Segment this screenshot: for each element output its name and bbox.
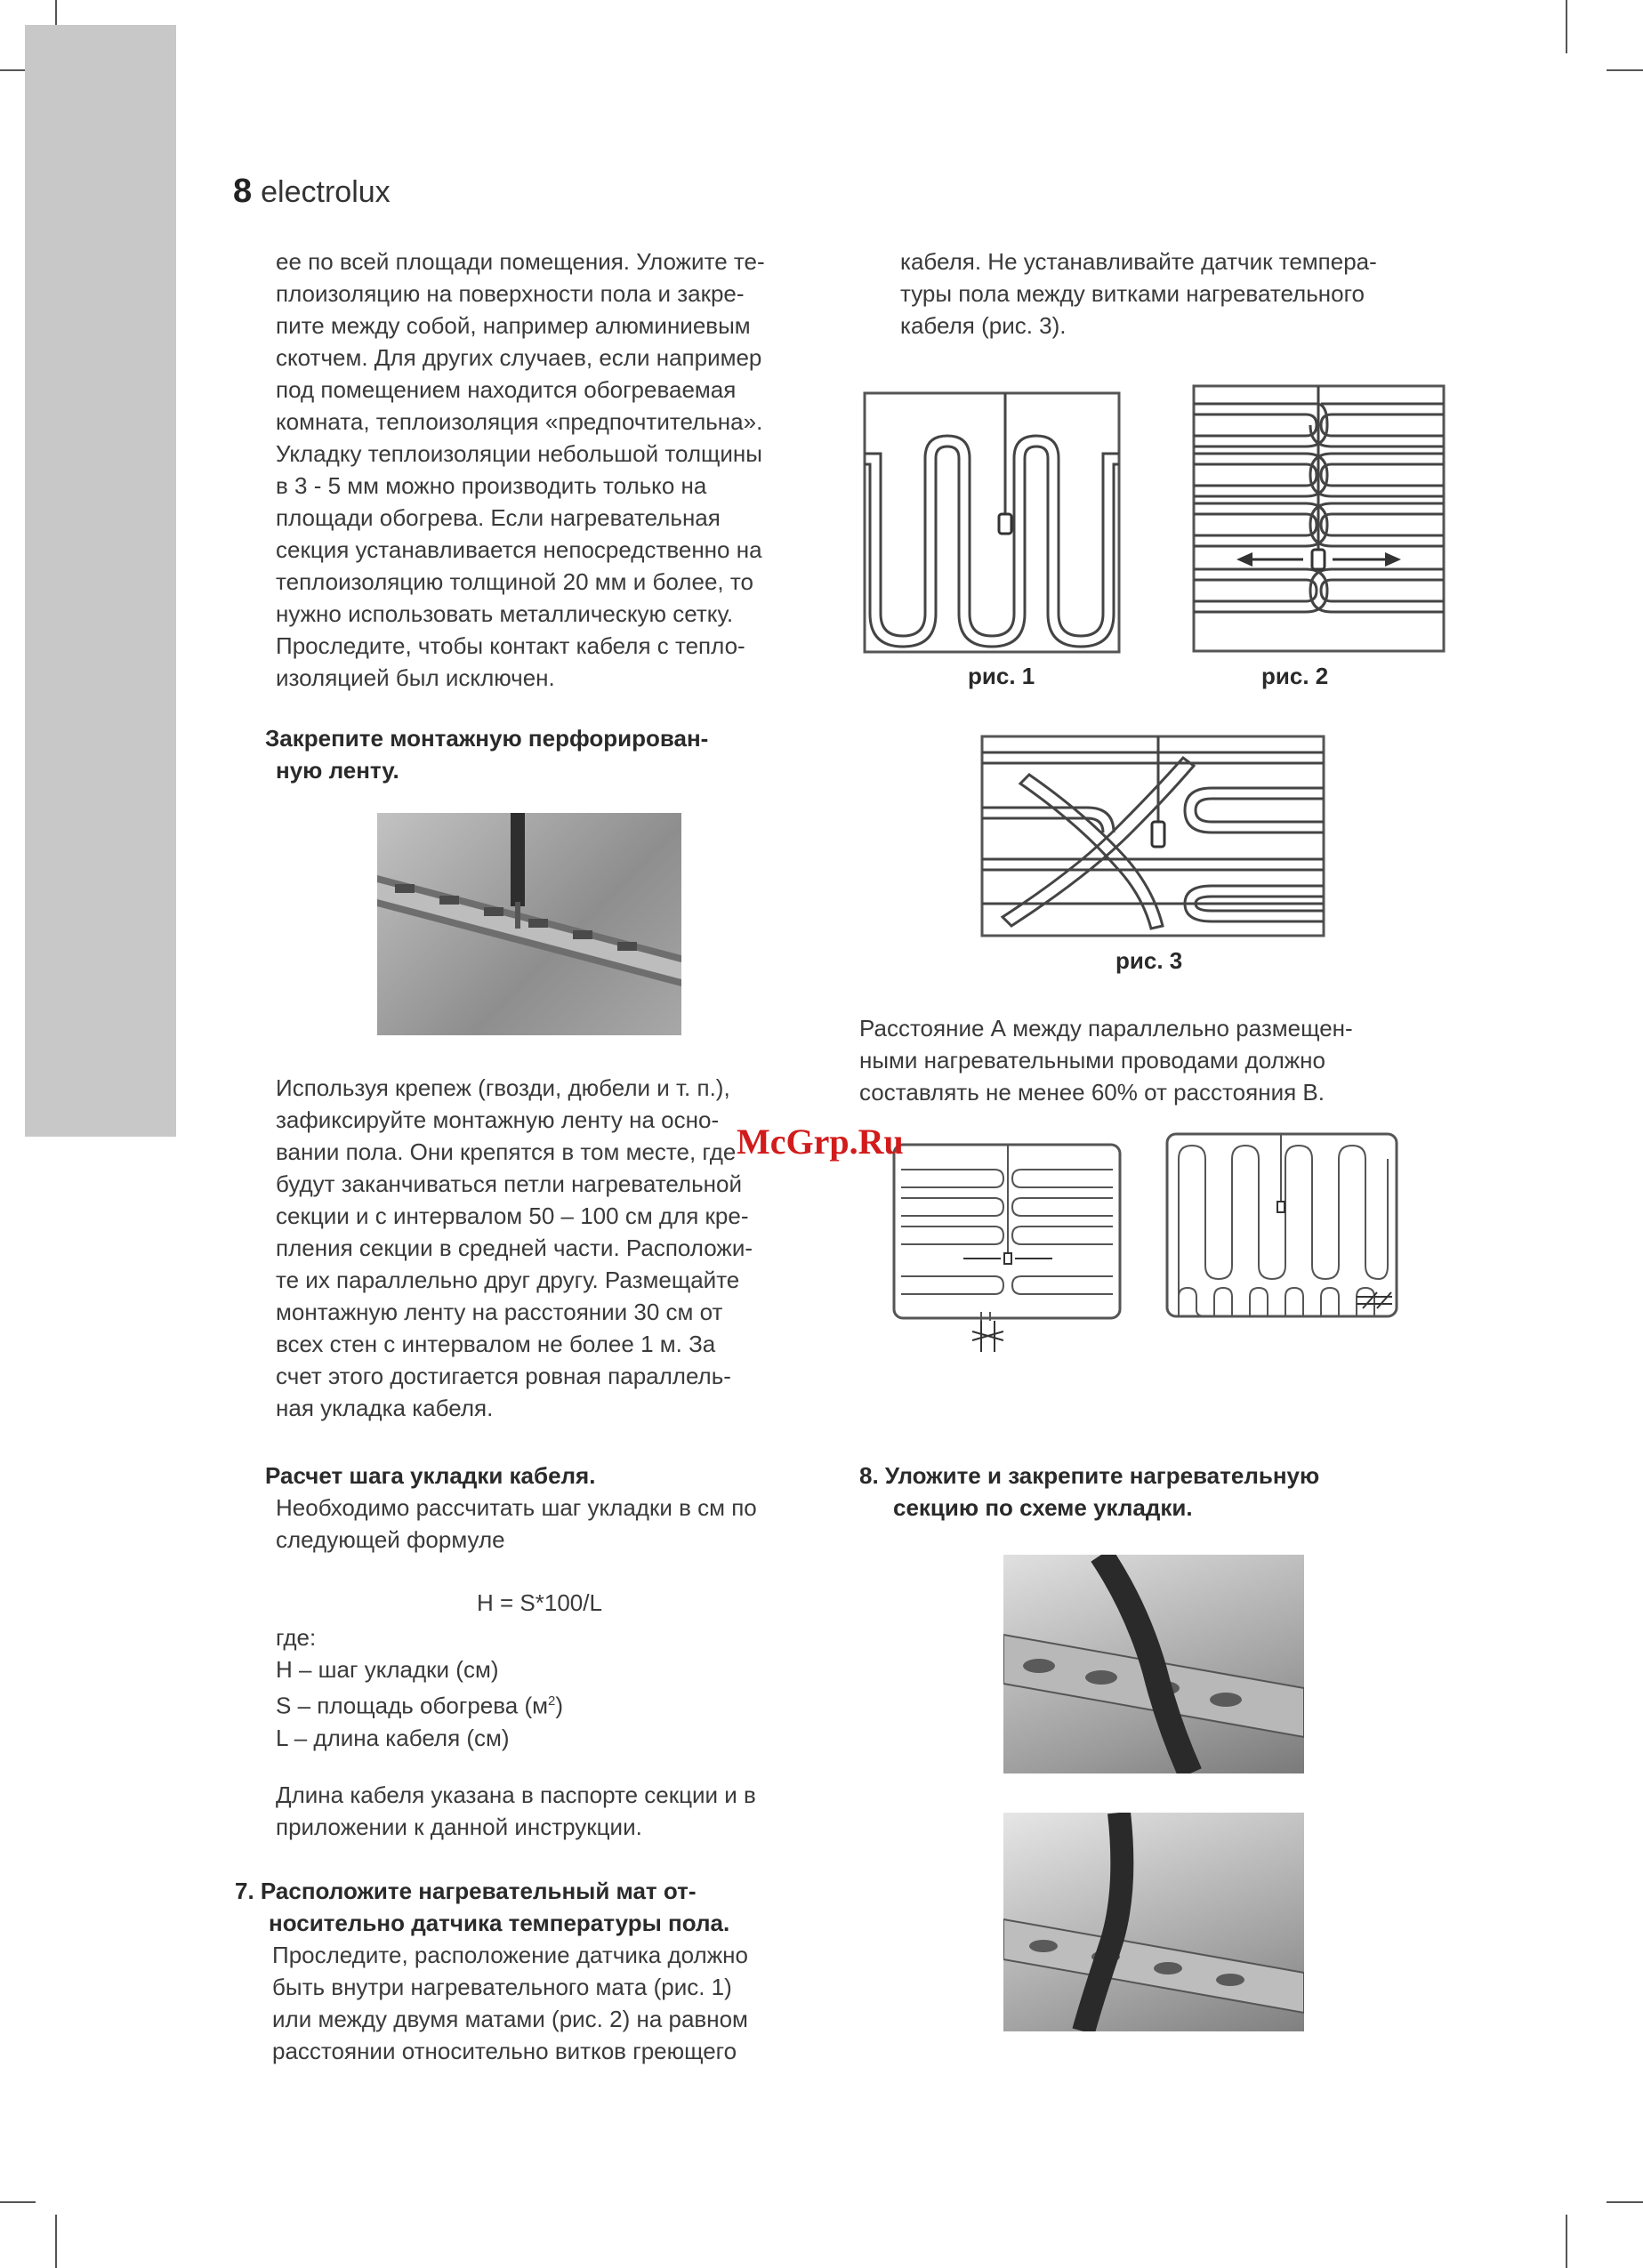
text-line: расстоянии относительно витков греющего [272, 2038, 737, 2064]
text-line: Используя крепеж (гвозди, дюбели и т. п.), [276, 1074, 730, 1101]
heading-line: Закрепите монтажную перфорирован- [265, 725, 709, 752]
figure-3-caption: рис. 3 [1115, 947, 1183, 974]
text-line: площади обогрева. Если нагревательная [276, 504, 721, 531]
crop-mark [1607, 69, 1643, 71]
right-top-paragraph [900, 245, 1377, 342]
text-line: ными нагревательными проводами должно [859, 1047, 1325, 1074]
intro-paragraph [276, 245, 765, 694]
section7-paragraph [272, 1939, 748, 2067]
section8-heading [859, 1460, 1319, 1524]
figure-2-diagram [1192, 384, 1446, 653]
photo-1-drawing [1003, 1555, 1304, 1773]
cable-on-tape-photo-1 [1003, 1555, 1304, 1773]
spacing-diagram-left [892, 1143, 1124, 1352]
text-line: те их параллельно друг другу. Размещайте [276, 1267, 740, 1293]
section7-heading [235, 1875, 729, 1939]
step-paragraph [276, 1492, 757, 1556]
text-line: Расстояние А между параллельно размещен- [859, 1015, 1353, 1042]
text-line: Необходимо рассчитать шаг укладки в см по [276, 1494, 757, 1521]
figure-1-diagram [863, 391, 1121, 654]
superscript: 2 [548, 1693, 556, 1709]
heading-line: Расчет шага укладки кабеля. [265, 1462, 596, 1489]
text-line: счет этого достигается ровная параллель- [276, 1363, 731, 1389]
text-line: скотчем. Для других случаев, если например [276, 344, 762, 371]
side-color-bar [25, 25, 176, 1137]
spacing-diagram-right [1165, 1132, 1401, 1319]
text-line: следующей формуле [276, 1526, 505, 1553]
crop-mark [1607, 2201, 1643, 2203]
tape-paragraph [276, 1072, 753, 1424]
text-line: изоляцией был исключен. [276, 664, 555, 691]
text-line: секции и с интервалом 50 – 100 см для кре- [276, 1202, 749, 1229]
figure-1-caption: рис. 1 [968, 663, 1035, 689]
text-line: ная укладка кабеля. [276, 1395, 494, 1421]
text-line: пите между собой, например алюминиевым [276, 312, 751, 339]
text-line: в 3 - 5 мм можно производить только на [276, 472, 707, 499]
page-number: 8 [233, 173, 253, 210]
text-line: H – шаг укладки (см) [276, 1656, 499, 1683]
text-line: Укладку теплоизоляции небольшой толщины [276, 440, 762, 467]
text-line: комната, теплоизоляция «предпочтительна». [276, 408, 763, 435]
text-line: где: [276, 1624, 317, 1651]
tape-heading [265, 722, 708, 786]
text-line [276, 1685, 563, 1722]
heading-line: ную ленту. [276, 757, 399, 784]
text-line: туры пола между витками нагревательного [900, 280, 1365, 307]
cable-on-tape-photo-2 [1003, 1813, 1304, 2031]
heading-line: носительно датчика температуры пола. [269, 1910, 730, 1936]
text-line: кабеля. Не устанавливайте датчик темпера- [900, 248, 1377, 275]
text-line: быть внутри нагревательного мата (рис. 1) [272, 1974, 732, 2000]
text-line: кабеля (рис. 3). [900, 312, 1067, 339]
crop-mark [55, 2215, 57, 2268]
figure-3-diagram [980, 735, 1325, 937]
text-line: нужно использовать металлическую сетку. [276, 600, 734, 627]
text-line: ее по всей площади помещения. Уложите те- [276, 248, 765, 275]
def-s-end: ) [555, 1692, 564, 1719]
crop-mark [1566, 2215, 1567, 2268]
def-s: S – площадь обогрева (м [276, 1692, 548, 1719]
heading-line: 7. Расположите нагревательный мат от- [235, 1878, 697, 1904]
photo-2-drawing [1003, 1813, 1304, 2031]
watermark: McGrp.Ru [737, 1122, 904, 1162]
text-line: под помещением находится обогреваемая [276, 376, 737, 403]
text-line: всех стен с интервалом не более 1 м. За [276, 1331, 716, 1357]
text-line: будут заканчиваться петли нагревательной [276, 1170, 742, 1197]
tape-mounting-photo [377, 813, 681, 1035]
heading-line: 8. Уложите и закрепите нагревательную [859, 1462, 1320, 1489]
text-line: приложении к данной инструкции. [276, 1814, 642, 1840]
tape-photo-drawing [377, 813, 681, 1035]
formula: H = S*100/L [477, 1589, 602, 1616]
heading-line: секцию по схеме укладки. [893, 1494, 1193, 1521]
crop-mark [0, 2201, 36, 2203]
page-header [233, 173, 391, 211]
text-line: Проследите, чтобы контакт кабеля с тепло- [276, 632, 745, 659]
text-line: теплоизоляцию толщиной 20 мм и более, то [276, 568, 753, 595]
figure-2-caption: рис. 2 [1261, 663, 1329, 689]
text-line: L – длина кабеля (см) [276, 1724, 510, 1751]
text-line: или между двумя матами (рис. 2) на равном [272, 2006, 748, 2032]
text-line: Длина кабеля указана в паспорте секции и в [276, 1781, 756, 1808]
text-line: вании пола. Они крепятся в том месте, где [276, 1138, 737, 1165]
definitions [276, 1621, 563, 1754]
text-line: зафиксируйте монтажную ленту на осно- [276, 1106, 720, 1133]
crop-mark [1566, 0, 1567, 53]
text-line: пления секции в средней части. Расположи- [276, 1235, 753, 1261]
distance-paragraph [859, 1012, 1353, 1108]
brand-name: electrolux [261, 175, 391, 209]
length-paragraph [276, 1779, 756, 1843]
text-line: Проследите, расположение датчика должно [272, 1942, 748, 1968]
text-line: монтажную ленту на расстоянии 30 см от [276, 1299, 723, 1325]
step-heading [265, 1460, 595, 1492]
text-line: секция устанавливается непосредственно на [276, 536, 762, 563]
text-line: составлять не менее 60% от расстояния В. [859, 1079, 1325, 1106]
text-line: плоизоляцию на поверхности пола и закре- [276, 280, 745, 307]
